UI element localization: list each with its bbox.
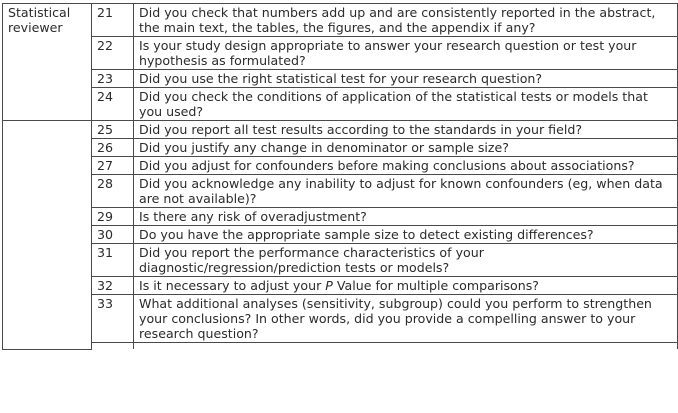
item-number: 24 xyxy=(92,88,134,121)
table-row xyxy=(3,226,678,244)
table-row xyxy=(3,121,678,139)
reviewer-role-cell xyxy=(3,4,92,121)
table-row xyxy=(3,4,678,37)
item-question: Is there any risk of overadjustment? xyxy=(134,208,678,226)
table-row xyxy=(3,175,678,208)
item-number: 31 xyxy=(92,244,134,277)
item-question xyxy=(134,277,678,295)
item-question: Did you check that numbers add up and are consistently reported in the abstract, the main text, the tables, the figures, and the appendix if any? xyxy=(134,4,678,37)
item-question: Did you report the performance characteristics of your diagnostic/regression/prediction tests or models? xyxy=(134,244,678,277)
reviewer-checklist-table xyxy=(2,3,678,350)
item-number: 27 xyxy=(92,157,134,175)
item-number: 25 xyxy=(92,121,134,139)
item-question: Did you use the right statistical test for your research question? xyxy=(134,70,678,88)
item-question: Did you justify any change in denominator or sample size? xyxy=(134,139,678,157)
table-row xyxy=(3,37,678,70)
item-number: 30 xyxy=(92,226,134,244)
item-number-cell xyxy=(92,343,134,350)
item-number: 23 xyxy=(92,70,134,88)
item-question-cell xyxy=(134,343,678,350)
item-question: Did you adjust for confounders before making conclusions about associations? xyxy=(134,157,678,175)
item-question-text: Is it necessary to adjust your xyxy=(139,278,326,293)
item-number: 33 xyxy=(92,295,134,343)
item-number: 26 xyxy=(92,139,134,157)
item-number: 21 xyxy=(92,4,134,37)
item-question: Did you check the conditions of application of the statistical tests or models that you used? xyxy=(134,88,678,121)
item-question-text: Value for multiple comparisons? xyxy=(332,278,539,293)
table-row xyxy=(3,88,678,121)
reviewer-role-label: Statistical reviewer xyxy=(8,5,71,35)
item-question: Did you acknowledge any inability to adjust for known confounders (eg, when data are not available)? xyxy=(134,175,678,208)
table-row xyxy=(3,157,678,175)
table-row-truncated xyxy=(3,343,678,350)
reviewer-role-cell xyxy=(3,121,92,350)
item-number: 22 xyxy=(92,37,134,70)
table-row xyxy=(3,244,678,277)
table-row xyxy=(3,295,678,343)
item-number: 28 xyxy=(92,175,134,208)
table-row xyxy=(3,208,678,226)
table-row xyxy=(3,277,678,295)
item-question: Do you have the appropriate sample size to detect existing differences? xyxy=(134,226,678,244)
table-row xyxy=(3,139,678,157)
item-number: 29 xyxy=(92,208,134,226)
item-question: Did you report all test results according to the standards in your field? xyxy=(134,121,678,139)
p-value-symbol: P xyxy=(325,278,333,293)
item-number: 32 xyxy=(92,277,134,295)
item-question: What additional analyses (sensitivity, subgroup) could you perform to strengthen your conclusions? In other words, did you provide a compelling answer to your research question? xyxy=(134,295,678,343)
item-question: Is your study design appropriate to answer your research question or test your hypothesis as formulated? xyxy=(134,37,678,70)
table-row xyxy=(3,70,678,88)
